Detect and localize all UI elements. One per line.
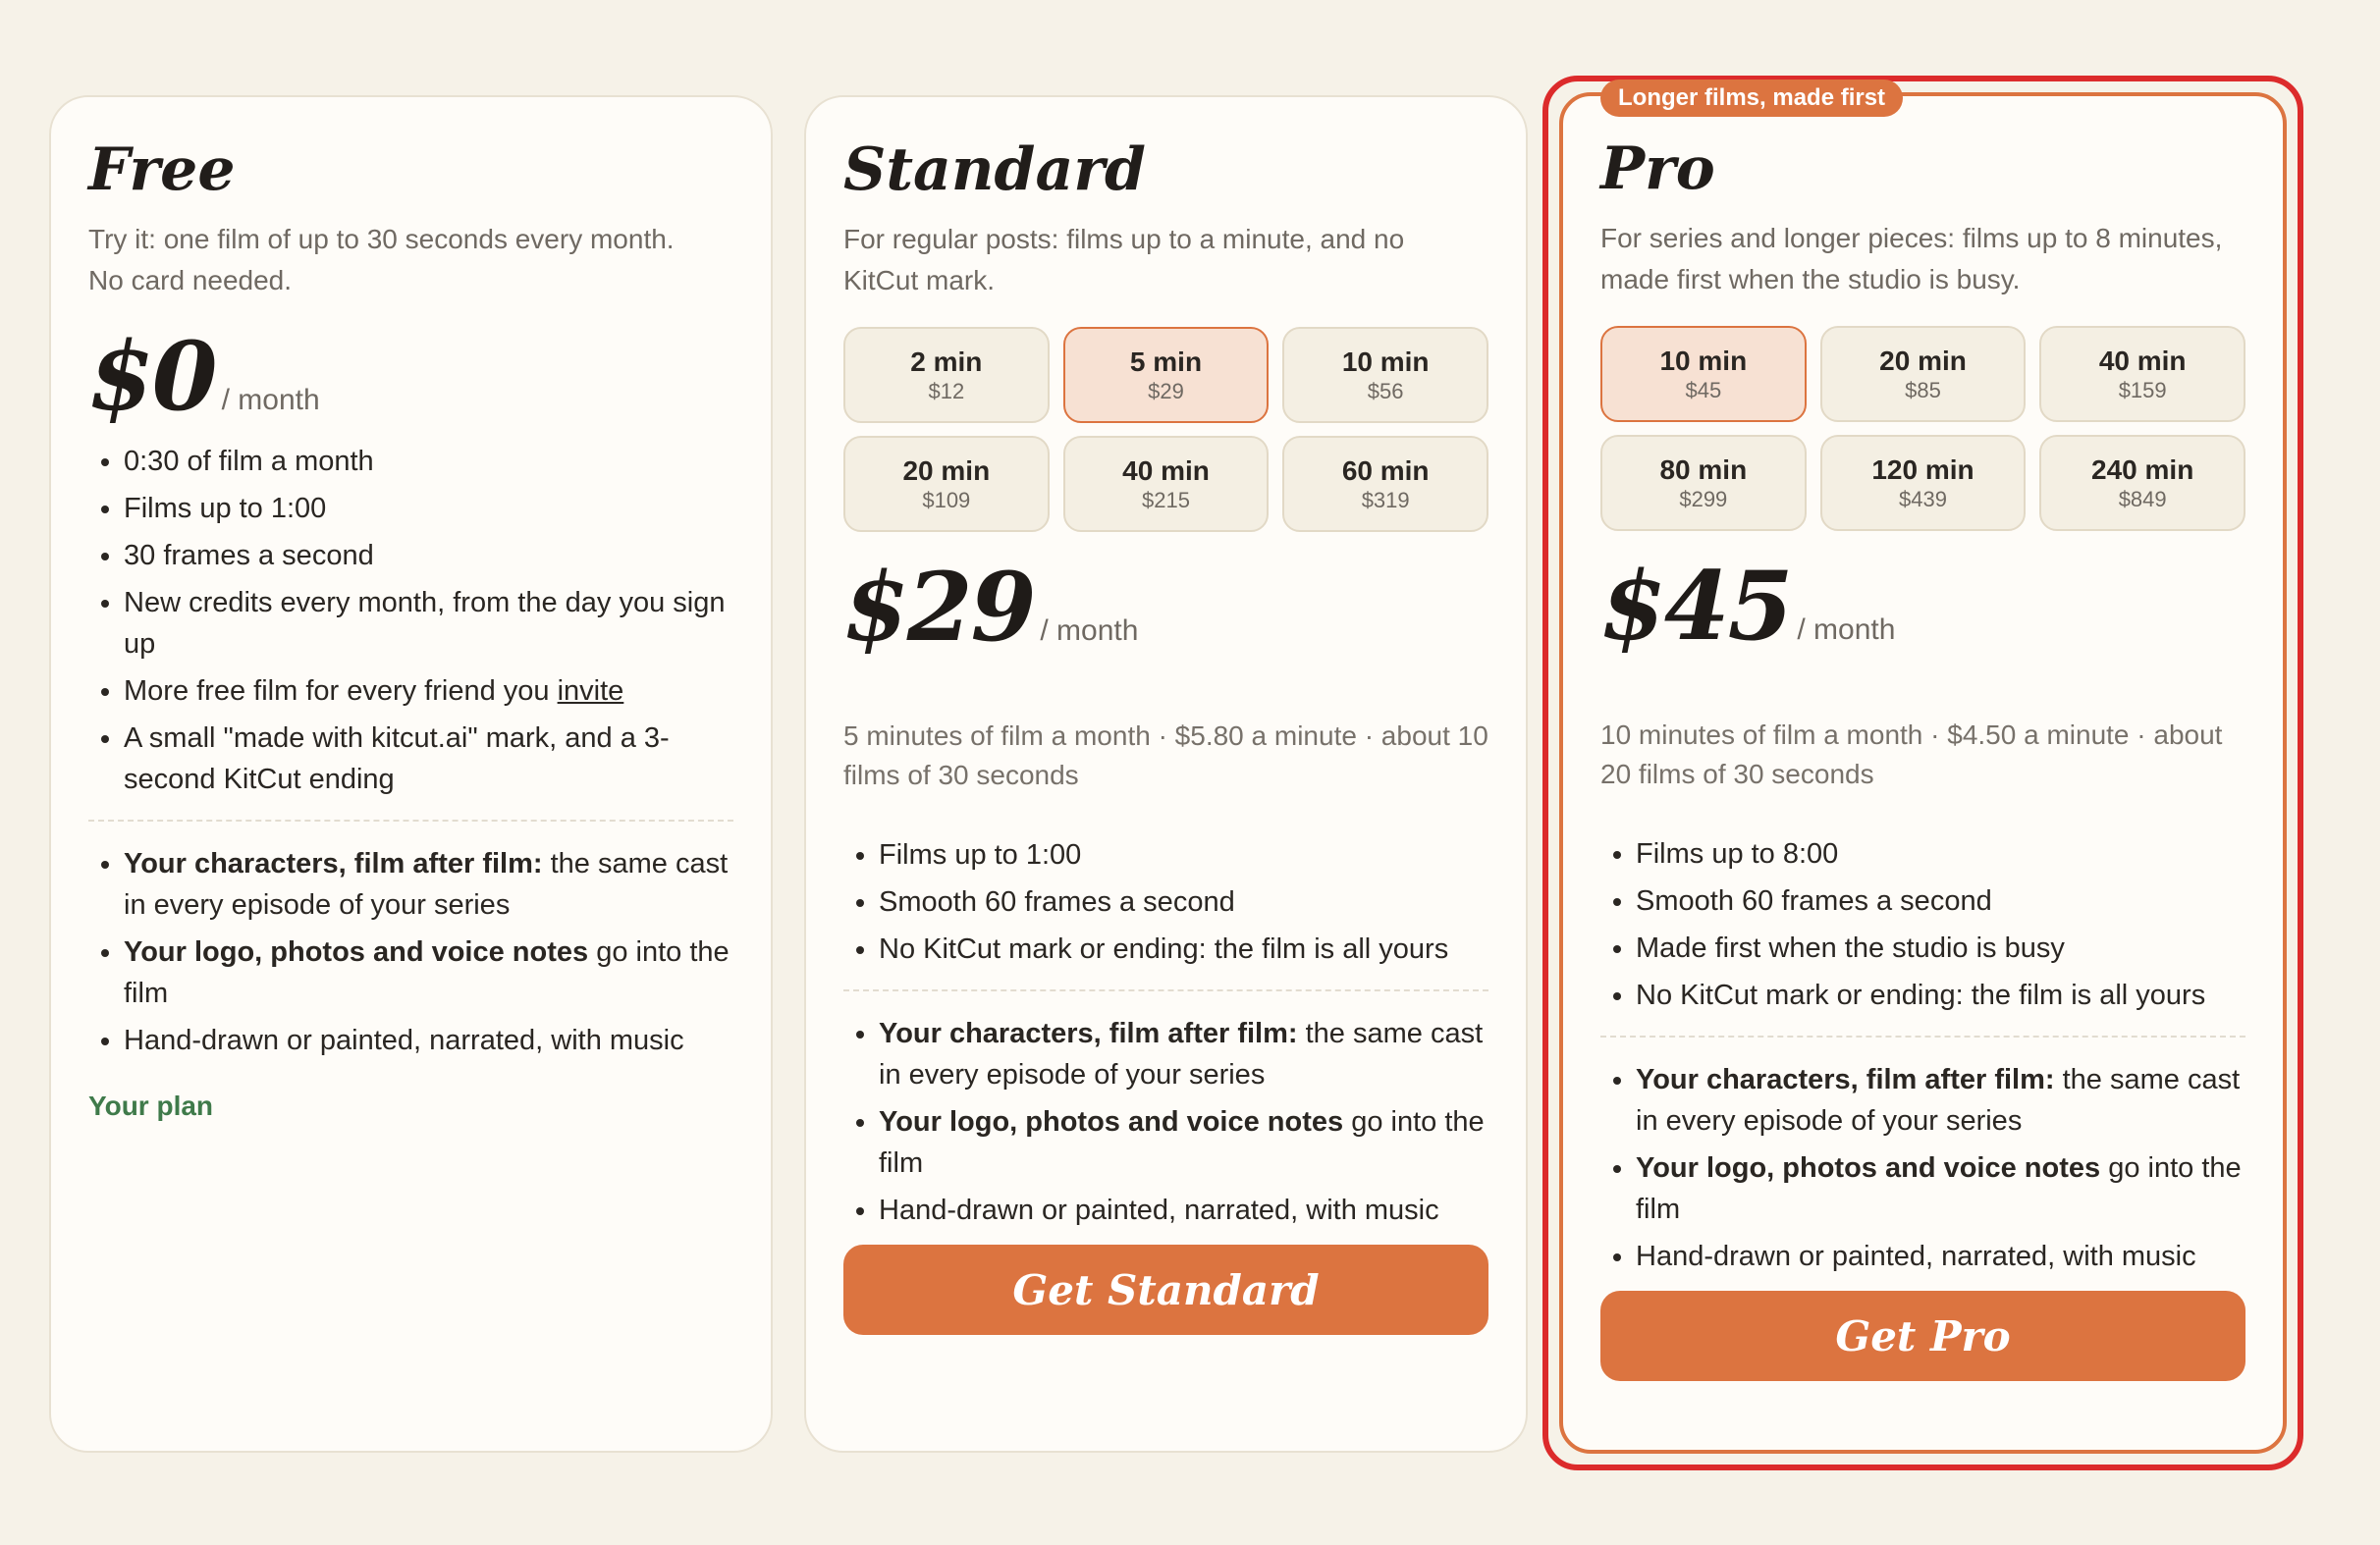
option-minutes: 120 min bbox=[1871, 454, 1974, 485]
extra-bold: Your logo, photos and voice notes bbox=[1636, 1152, 2101, 1184]
option-minutes: 40 min bbox=[2098, 346, 2187, 376]
extra-bold: Your logo, photos and voice notes bbox=[879, 1106, 1344, 1138]
option-minutes: 5 min bbox=[1129, 346, 1203, 377]
price-amount: $45 bbox=[1600, 551, 1792, 662]
extra-text: the same cast in every episode of your series bbox=[1636, 1064, 2241, 1137]
price-row bbox=[1600, 553, 2245, 661]
minutes-options bbox=[843, 327, 1488, 532]
extra-bold: Your characters, film after film: bbox=[124, 848, 543, 879]
price-row bbox=[88, 323, 733, 431]
extra-text: the same cast in every episode of your series bbox=[879, 1018, 1484, 1091]
price-amount: $29 bbox=[843, 552, 1035, 663]
plan-summary: 10 minutes of film a month · $4.50 a minute · about 20 films of 30 seconds bbox=[1600, 719, 2223, 789]
option-price: $299 bbox=[1679, 487, 1728, 511]
option-price: $849 bbox=[2118, 487, 2167, 511]
option-price: $109 bbox=[922, 488, 971, 512]
feature-item: • No KitCut mark or ending: the film is all yours bbox=[879, 929, 1488, 970]
feature-list bbox=[88, 441, 733, 800]
option-price: $85 bbox=[1905, 378, 1941, 402]
option-price: $12 bbox=[928, 379, 965, 403]
plan-name: Standard bbox=[843, 135, 1146, 204]
minutes-option-selected[interactable] bbox=[1063, 327, 1270, 423]
minutes-option[interactable] bbox=[843, 327, 1050, 423]
your-plan-label: Your plan bbox=[88, 1091, 214, 1121]
option-price: $56 bbox=[1367, 379, 1404, 403]
extra-item bbox=[879, 1013, 1488, 1095]
extras-list bbox=[88, 843, 733, 1061]
plan-summary: 5 minutes of film a month · $5.80 a minute · about 10 films of 30 seconds bbox=[843, 720, 1488, 790]
extra-text: go into the film bbox=[879, 1106, 1485, 1179]
feature-item bbox=[124, 670, 733, 712]
divider bbox=[1600, 1036, 2245, 1038]
minutes-option[interactable] bbox=[1282, 327, 1488, 423]
feature-item: • Smooth 60 frames a second bbox=[1636, 880, 2245, 922]
plan-card-free bbox=[49, 95, 773, 1453]
extra-bold: Your logo, photos and voice notes bbox=[124, 936, 589, 968]
extra-text: Hand-drawn or painted, narrated, with music bbox=[124, 1025, 684, 1056]
plan-card-pro bbox=[1559, 84, 2287, 1454]
option-minutes: 60 min bbox=[1341, 455, 1430, 486]
feature-text: More free film for every friend you bbox=[124, 675, 558, 707]
invite-link[interactable]: invite bbox=[557, 675, 624, 707]
feature-item: • A small "made with kitcut.ai" mark, and a 3-second KitCut ending bbox=[124, 718, 733, 800]
minutes-option[interactable] bbox=[1282, 436, 1488, 532]
feature-item: • No KitCut mark or ending: the film is all yours bbox=[1636, 975, 2245, 1016]
plan-tagline: For regular posts: films up to a minute, and no KitCut mark. bbox=[843, 224, 1405, 295]
option-minutes: 20 min bbox=[902, 455, 991, 486]
feature-item: • Smooth 60 frames a second bbox=[879, 881, 1488, 923]
minutes-option[interactable] bbox=[2039, 326, 2245, 422]
feature-item: • Films up to 8:00 bbox=[1636, 833, 2245, 875]
minutes-option[interactable] bbox=[1600, 435, 1807, 531]
minutes-option-selected[interactable] bbox=[1600, 326, 1807, 422]
minutes-option[interactable] bbox=[1063, 436, 1270, 532]
divider bbox=[88, 820, 733, 822]
extra-item bbox=[879, 1101, 1488, 1184]
plan-tagline: For series and longer pieces: films up to 8 minutes, made first when the studio is busy. bbox=[1600, 223, 2223, 294]
minutes-option[interactable] bbox=[1820, 326, 2027, 422]
minutes-option[interactable] bbox=[2039, 435, 2245, 531]
feature-list bbox=[1600, 833, 2245, 1016]
option-price: $45 bbox=[1685, 378, 1722, 402]
option-price: $29 bbox=[1148, 379, 1184, 403]
recommended-badge: Longer films, made first bbox=[1600, 80, 1903, 117]
extra-item bbox=[1636, 1147, 2245, 1230]
extra-item bbox=[1636, 1236, 2245, 1277]
extra-bold: Your characters, film after film: bbox=[879, 1018, 1298, 1049]
extra-item bbox=[124, 843, 733, 926]
extra-text: go into the film bbox=[124, 936, 730, 1009]
extra-text: Hand-drawn or painted, narrated, with music bbox=[879, 1195, 1439, 1226]
extra-item bbox=[124, 1020, 733, 1061]
option-price: $159 bbox=[2118, 378, 2167, 402]
option-minutes: 2 min bbox=[910, 346, 983, 377]
divider bbox=[843, 989, 1488, 991]
plan-name: Free bbox=[88, 135, 236, 204]
price-period: / month bbox=[221, 384, 320, 416]
option-price: $319 bbox=[1361, 488, 1410, 512]
extra-bold: Your characters, film after film: bbox=[1636, 1064, 2055, 1095]
feature-item: • New credits every month, from the day you sign up bbox=[124, 582, 733, 665]
minutes-option[interactable] bbox=[843, 436, 1050, 532]
option-minutes: 40 min bbox=[1122, 455, 1210, 486]
get-pro-button[interactable]: Get Pro bbox=[1600, 1291, 2245, 1381]
option-price: $439 bbox=[1899, 487, 1947, 511]
price-amount: $0 bbox=[88, 321, 216, 432]
get-standard-button[interactable]: Get Standard bbox=[843, 1245, 1488, 1335]
plan-name: Pro bbox=[1600, 134, 1715, 203]
feature-item: • 0:30 of film a month bbox=[124, 441, 733, 482]
plan-tagline: Try it: one film of up to 30 seconds every month. No card needed. bbox=[88, 224, 675, 295]
minutes-option[interactable] bbox=[1820, 435, 2027, 531]
plan-card-standard bbox=[804, 95, 1528, 1453]
option-minutes: 20 min bbox=[1879, 346, 1967, 376]
option-minutes: 80 min bbox=[1659, 454, 1748, 485]
extras-list bbox=[843, 1013, 1488, 1231]
feature-item: • Films up to 1:00 bbox=[879, 834, 1488, 876]
price-row bbox=[843, 554, 1488, 662]
extra-text: the same cast in every episode of your series bbox=[124, 848, 729, 921]
price-period: / month bbox=[1040, 614, 1139, 647]
feature-item: • Films up to 1:00 bbox=[124, 488, 733, 529]
feature-item: • 30 frames a second bbox=[124, 535, 733, 576]
option-minutes: 10 min bbox=[1659, 346, 1748, 376]
extras-list bbox=[1600, 1059, 2245, 1277]
extra-item bbox=[879, 1190, 1488, 1231]
feature-item: • Made first when the studio is busy bbox=[1636, 928, 2245, 969]
option-price: $215 bbox=[1142, 488, 1190, 512]
price-period: / month bbox=[1797, 613, 1896, 646]
extra-text: go into the film bbox=[1636, 1152, 2242, 1225]
option-minutes: 240 min bbox=[2091, 454, 2194, 485]
extra-item bbox=[124, 932, 733, 1014]
extra-text: Hand-drawn or painted, narrated, with music bbox=[1636, 1241, 2196, 1272]
extra-item bbox=[1636, 1059, 2245, 1142]
option-minutes: 10 min bbox=[1341, 346, 1430, 377]
minutes-options bbox=[1600, 326, 2245, 531]
feature-list bbox=[843, 834, 1488, 970]
